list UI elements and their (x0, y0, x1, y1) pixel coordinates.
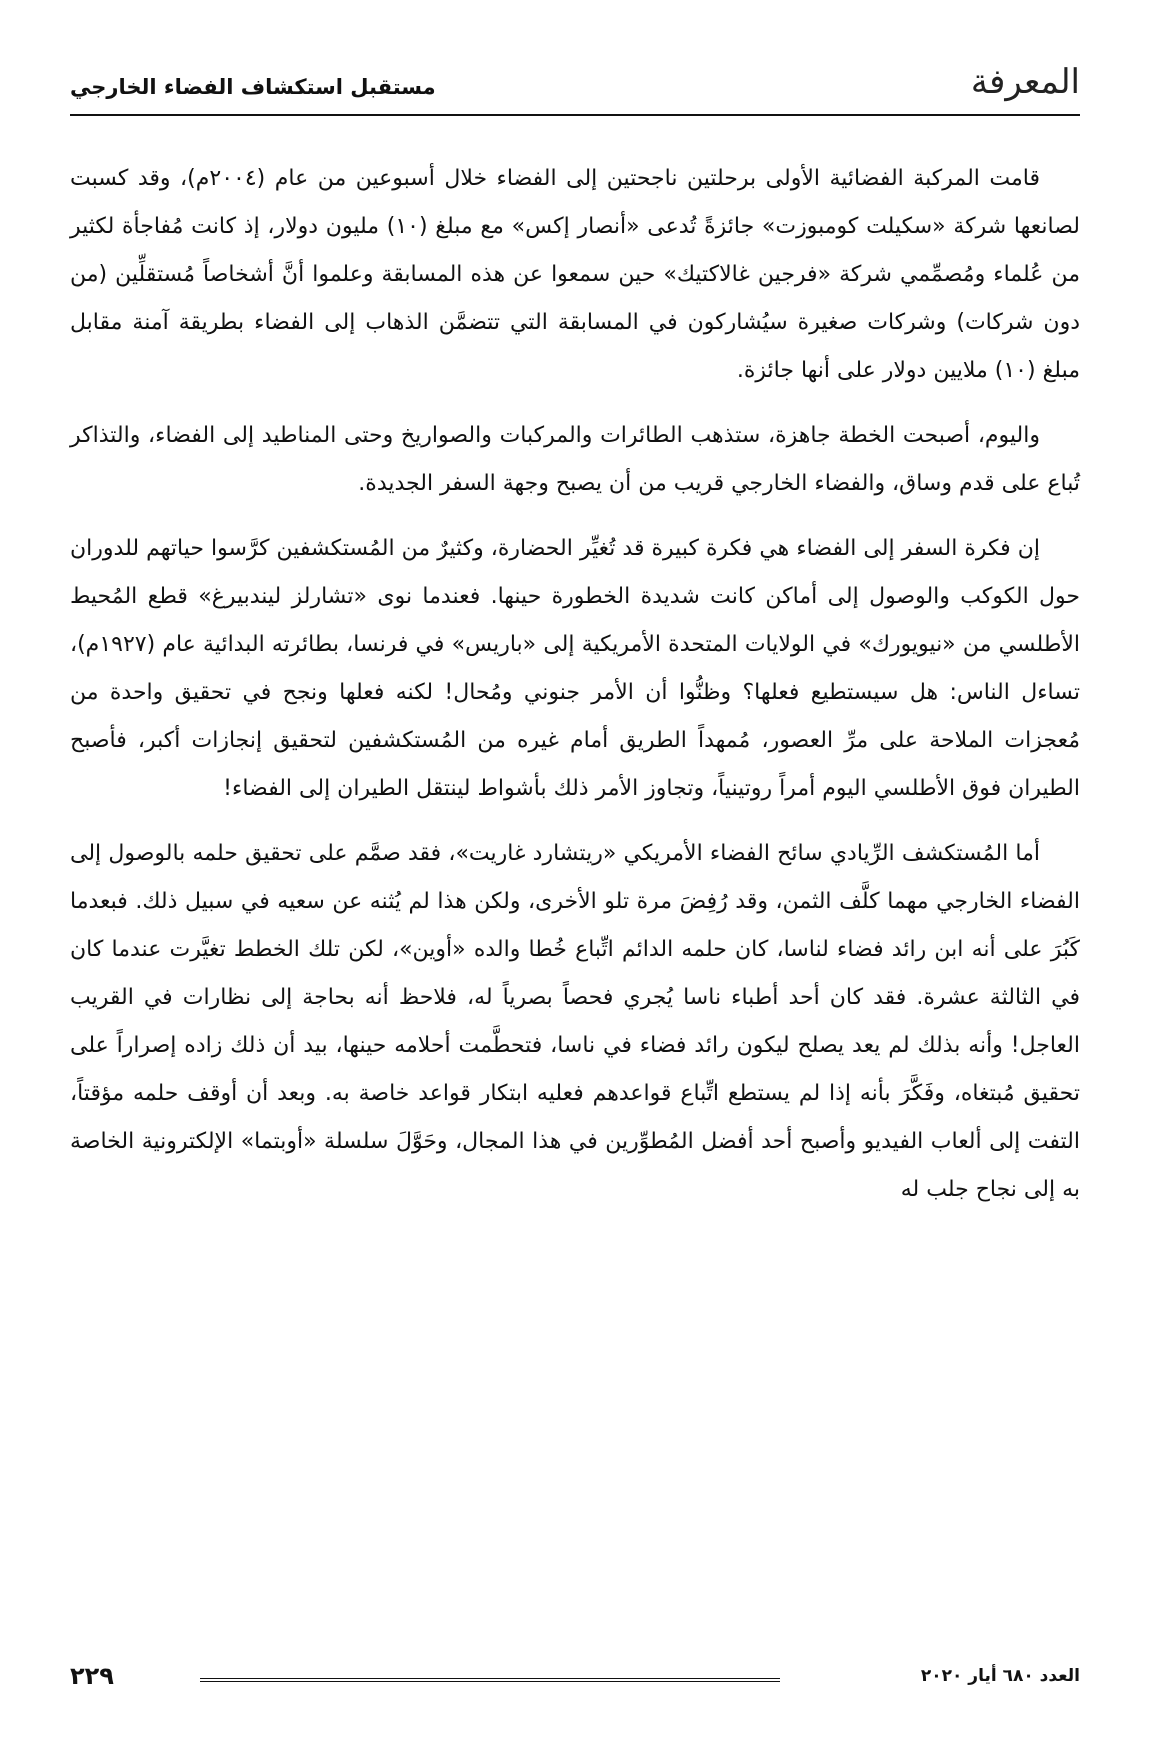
page-number: ٢٢٩ (70, 1662, 114, 1690)
paragraph: أما المُستكشف الرِّيادي سائح الفضاء الأمريكي «ريتشارد غاريت»، فقد صمَّم على تحقيق حلمه بالوصول إلى الفضاء الخارجي مهما كلَّف الثمن، وقد رُفِضَ مرة تلو الأخرى، ولكن هذا لم يُثنه عن سعيه في سبيل ذلك. فبعدما كَبُرَ على أنه ابن رائد فضاء لناسا، كان حلمه الدائم اتِّباع خُطا والده «أوين»، لكن تلك الخطط تغيَّرت عندما كان في الثالثة عشرة. فقد كان أحد أطباء ناسا يُجري فحصاً بصرياً له، فلاحظ أنه بحاجة إلى نظارات في القريب العاجل! وأنه بذلك لم يعد يصلح ليكون رائد فضاء في ناسا، فتحطَّمت أحلامه حينها، بيد أن ذلك زاده إصراراً على تحقيق مُبتغاه، وفَكَّرَ بأنه إذا لم يستطع اتِّباع قواعدهم فعليه ابتكار قواعد خاصة به. وبعد أن أوقف حلمه مؤقتاً، التفت إلى ألعاب الفيديو وأصبح أحد أفضل المُطوِّرين في هذا المجال، وحَوَّلَ سلسلة «أوبتما» الإلكترونية الخاصة به إلى نجاح جلب له (70, 841, 1080, 1202)
paragraph: قامت المركبة الفضائية الأولى برحلتين ناجحتين إلى الفضاء خلال أسبوعين من عام (٢٠٠٤م)، وقد كسبت لصانعها شركة «سكيلت كومبوزت» جائزةً تُدعى «أنصار إكس» مع مبلغ (١٠) مليون دولار، إذ كانت مُفاجأة لكثير من عُلماء ومُصمِّمي شركة «فرجين غالاكتيك» حين سمعوا عن هذه المسابقة وعلموا أنَّ أشخاصاً مُستقلِّين (من دون شركات) وشركات صغيرة سيُشاركون في المسابقة التي تتضمَّن الذهاب إلى الفضاء بطريقة آمنة مقابل مبلغ (١٠) ملايين دولار على أنها جائزة. (70, 166, 1080, 383)
paragraph: واليوم، أصبحت الخطة جاهزة، ستذهب الطائرات والمركبات والصواريخ وحتى المناطيد إلى الفضاء، والتذاكر تُباع على قدم وساق، والفضاء الخارجي قريب من أن يصبح وجهة السفر الجديدة. (70, 423, 1080, 496)
footer-divider (200, 1678, 780, 1682)
page-footer (70, 1662, 1080, 1698)
page-header (70, 62, 1080, 110)
article-body (70, 155, 1080, 1231)
paragraph: إن فكرة السفر إلى الفضاء هي فكرة كبيرة قد تُغيِّر الحضارة، وكثيرٌ من المُستكشفين كرَّسوا حياتهم للدوران حول الكوكب والوصول إلى أماكن كانت شديدة الخطورة حينها. فعندما نوى «تشارلز ليندبيرغ» قطع المُحيط الأطلسي من «نيويورك» في الولايات المتحدة الأمريكية إلى «باريس» في فرنسا، بطائرته البدائية عام (١٩٢٧م)، تساءل الناس: هل سيستطيع فعلها؟ وظنُّوا أن الأمر جنوني ومُحال! لكنه فعلها ونجح في تحقيق واحدة من مُعجزات الملاحة على مرِّ العصور، مُمهداً الطريق أمام غيره من المُستكشفين لتحقيق إنجازات أكبر، فأصبح الطيران فوق الأطلسي اليوم أمراً روتينياً، وتجاوز الأمر ذلك بأشواط لينتقل الطيران إلى الفضاء! (70, 536, 1080, 801)
issue-info: العدد ٦٨٠ أيار ٢٠٢٠ (920, 1666, 1080, 1686)
header-divider (70, 114, 1080, 116)
magazine-logo: المعرفة (970, 62, 1080, 102)
article-running-title: مستقبل استكشاف الفضاء الخارجي (70, 75, 436, 99)
